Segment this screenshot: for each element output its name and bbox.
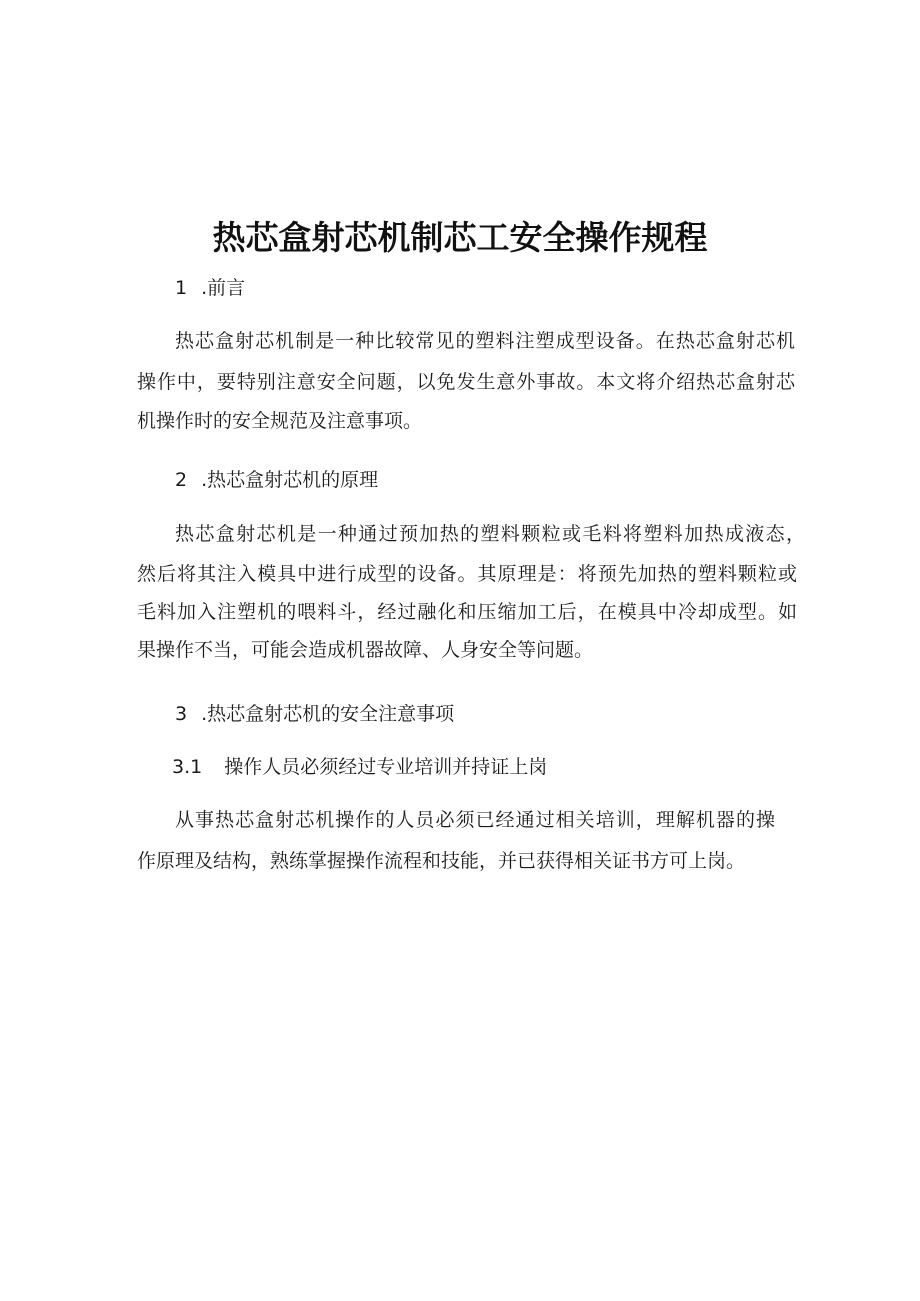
paragraph-line: 操作中，要特别注意安全问题，以免发生意外事故。本文将介绍热芯盒射芯 <box>137 371 795 393</box>
paragraph-line: 从事热芯盒射芯机操作的人员必须已经通过相关培训，理解机器的操 <box>175 809 775 831</box>
section-heading-text: .热芯盒射芯机的原理 <box>201 469 379 491</box>
section-3-1-paragraph-cont <box>137 846 777 876</box>
section-number: 1 <box>175 277 188 299</box>
section-number: 3 <box>175 703 188 725</box>
section-heading-2 <box>175 467 378 493</box>
section-number: 3.1 <box>172 756 203 778</box>
paragraph-line: 机操作时的安全规范及注意事项。 <box>137 410 423 432</box>
paragraph-line: 果操作不当，可能会造成机器故障、人身安全等问题。 <box>137 639 594 661</box>
section-heading-text: .前言 <box>201 277 246 299</box>
section-heading-1 <box>175 275 245 301</box>
paragraph-line: 然后将其注入模具中进行成型的设备。其原理是：将预先加热的塑料颗粒或 <box>137 563 797 585</box>
section-heading-3 <box>175 701 454 727</box>
section-3-1-paragraph <box>175 805 775 835</box>
section-heading-text: .热芯盒射芯机的安全注意事项 <box>201 703 455 725</box>
paragraph-line: 热芯盒射芯机制是一种比较常见的塑料注塑成型设备。在热芯盒射芯机 <box>175 330 795 352</box>
section-2-paragraph <box>175 519 805 549</box>
section-1-paragraph-cont <box>137 367 795 436</box>
section-number: 2 <box>175 469 188 491</box>
paragraph-line: 作原理及结构，熟练掌握操作流程和技能，并已获得相关证书方可上岗。 <box>137 850 746 872</box>
section-1-paragraph <box>175 326 795 356</box>
paragraph-line: 热芯盒射芯机是一种通过预加热的塑料颗粒或毛料将塑料加热成液态， <box>175 523 805 545</box>
section-2-paragraph-cont <box>137 559 797 665</box>
document-title: 热芯盒射芯机制芯工安全操作规程 <box>212 218 708 257</box>
section-heading-3-1 <box>172 754 547 780</box>
section-heading-text: 操作人员必须经过专业培训并持证上岗 <box>224 756 548 778</box>
paragraph-line: 毛料加入注塑机的喂料斗，经过融化和压缩加工后，在模具中冷却成型。如 <box>137 601 797 623</box>
